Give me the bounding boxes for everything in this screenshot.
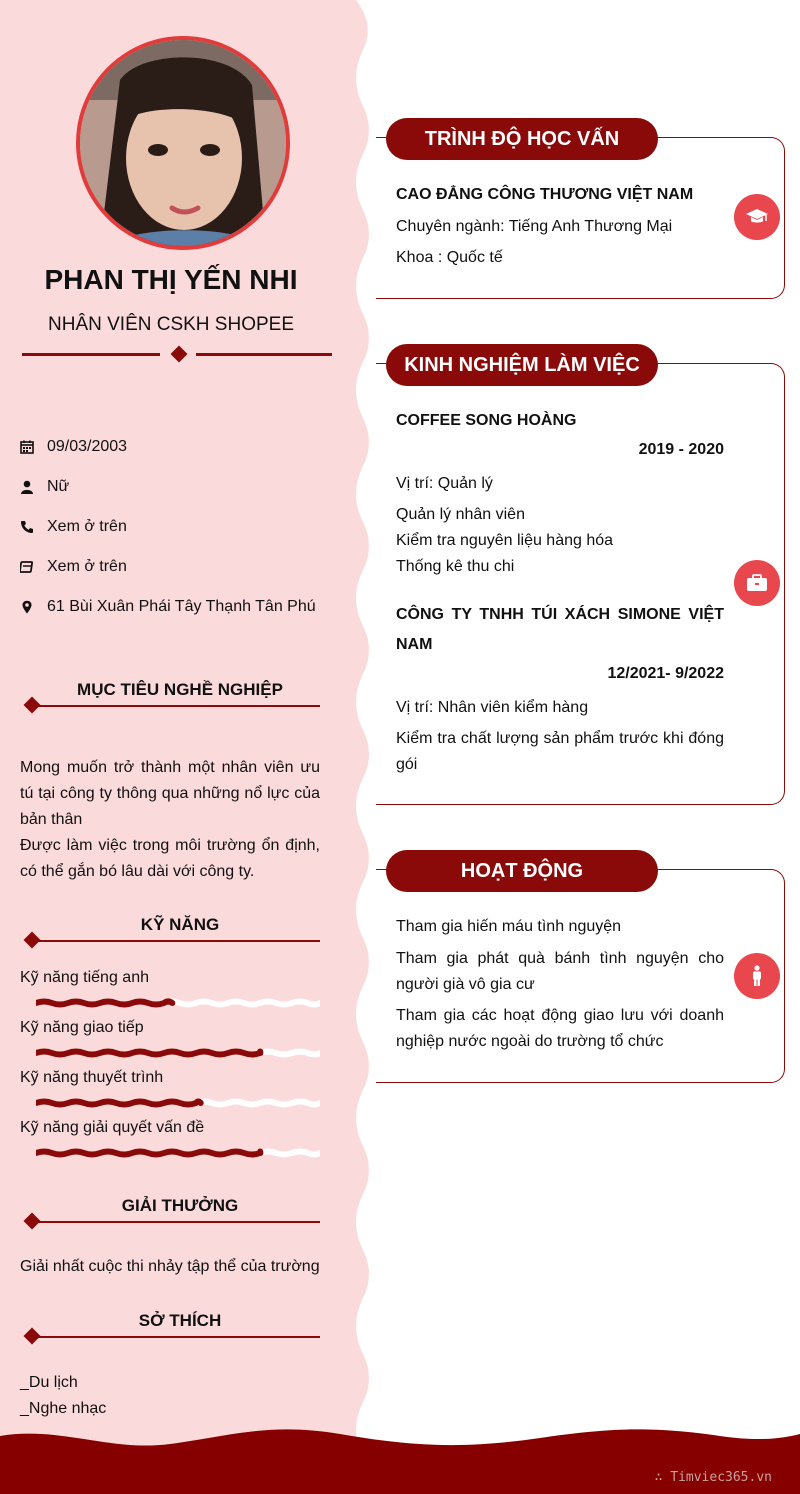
hobbies-list [20,1370,320,1422]
job-task: Thống kê thu chi [396,558,515,575]
objective-heading [20,680,320,714]
job-period: 2019 - 2020 [638,441,724,458]
awards-heading [20,1196,320,1230]
contact-text: 61 Bùi Xuân Phái Tây Thạnh Tân Phú [47,598,316,615]
contact-email [20,556,127,578]
profile-photo [76,36,290,250]
candidate-title: NHÂN VIÊN CSKH SHOPEE [48,314,294,335]
skill-bar-fill [36,1052,260,1055]
job-task: Kiểm tra nguyên liệu hàng hóa [396,532,614,549]
briefcase-icon [734,560,780,606]
section-title: MỤC TIÊU NGHỀ NGHIỆP [77,680,283,699]
job-period: 12/2021- 9/2022 [607,665,724,682]
activity-item: Tham gia các hoạt động giao lưu với doanh nghiệp nước ngoài do trường tổ chức [396,1007,724,1050]
objective-line: Mong muốn trở thành một nhân viên ưu tú tại công ty thông qua những nổ lực của bản thân [20,759,320,828]
education-major: Chuyên ngành: Tiếng Anh Thương Mại [396,218,673,235]
contact-birthday [20,436,127,458]
contact-address [20,596,316,618]
location-icon [20,600,34,614]
skill-bar-fill [36,1102,201,1105]
title-divider-left [22,353,160,356]
heading-diamond [24,1213,41,1230]
contact-gender [20,476,69,498]
skill-bar-fill [36,1152,260,1155]
skill-bar [36,998,320,1008]
skill-bar [36,1098,320,1108]
skill-label: Kỹ năng giao tiếp [20,1019,144,1036]
education-faculty: Khoa : Quốc tế [396,249,503,266]
heading-line [36,705,320,707]
job-tasks [396,502,724,580]
job-company: CÔNG TY TNHH TÚI XÁCH SIMONE VIỆT NAM [396,606,724,653]
objective-text [20,755,320,885]
contact-phone [20,516,127,538]
section-title: KỸ NĂNG [140,915,220,934]
experience-heading: KINH NGHIỆM LÀM VIỆC [386,344,658,386]
skill-bar [36,1148,320,1158]
job-task: Kiểm tra chất lượng sản phẩm trước khi đóng gói [396,730,724,773]
activity-item: Tham gia phát quà bánh tình nguyện cho người già vô gia cư [396,950,724,993]
skill-bar [36,1048,320,1058]
user-icon [20,480,34,494]
skill-label: Kỹ năng tiếng anh [20,969,149,986]
job-task: Quản lý nhân viên [396,506,525,523]
candidate-name: PHAN THỊ YẾN NHI [44,264,298,295]
awards-text: Giải nhất cuộc thi nhảy tập thể của trường [20,1258,320,1275]
objective-line: Được làm việc trong môi trường ổn định, có thể gắn bó lâu dài với công ty. [20,837,320,880]
contact-text: Xem ở trên [47,518,127,535]
watermark: ∴ Timviec365.vn [654,1470,772,1485]
skill-bar-fill [36,1002,172,1005]
calendar-icon [20,440,34,454]
education-school: CAO ĐẲNG CÔNG THƯƠNG VIỆT NAM [396,186,694,203]
title-divider-right [196,353,332,356]
section-title: GIẢI THƯỞNG [121,1196,239,1215]
contact-text: 09/03/2003 [47,438,128,455]
heading-line [36,940,320,942]
heading-line [36,1336,320,1338]
job-position: Vị trí: Quản lý [396,475,493,492]
job-company: COFFEE SONG HOÀNG [396,412,577,429]
activities-heading: HOẠT ĐỘNG [386,850,658,892]
portrait-illustration [80,40,286,246]
section-title: SỞ THÍCH [138,1311,222,1330]
hobby-item: _Du lịch [20,1374,78,1391]
skill-label: Kỹ năng giải quyết vấn đề [20,1119,205,1136]
contact-text: Xem ở trên [47,558,127,575]
skill-label: Kỹ năng thuyết trình [20,1069,164,1086]
activity-item: Tham gia hiến máu tình nguyện [396,918,622,935]
heading-diamond [24,932,41,949]
phone-icon [20,520,34,534]
heading-diamond [24,1328,41,1345]
graduation-cap-icon [734,194,780,240]
email-icon [20,560,34,574]
job-position: Vị trí: Nhân viên kiểm hàng [396,699,589,716]
heading-line [36,1221,320,1223]
heading-diamond [24,697,41,714]
hobbies-heading [20,1311,320,1345]
education-heading: TRÌNH ĐỘ HỌC VẤN [386,118,658,160]
hobby-item: _Nghe nhạc [20,1400,107,1417]
skills-heading [20,915,320,949]
person-icon [734,953,780,999]
contact-text: Nữ [47,478,70,495]
